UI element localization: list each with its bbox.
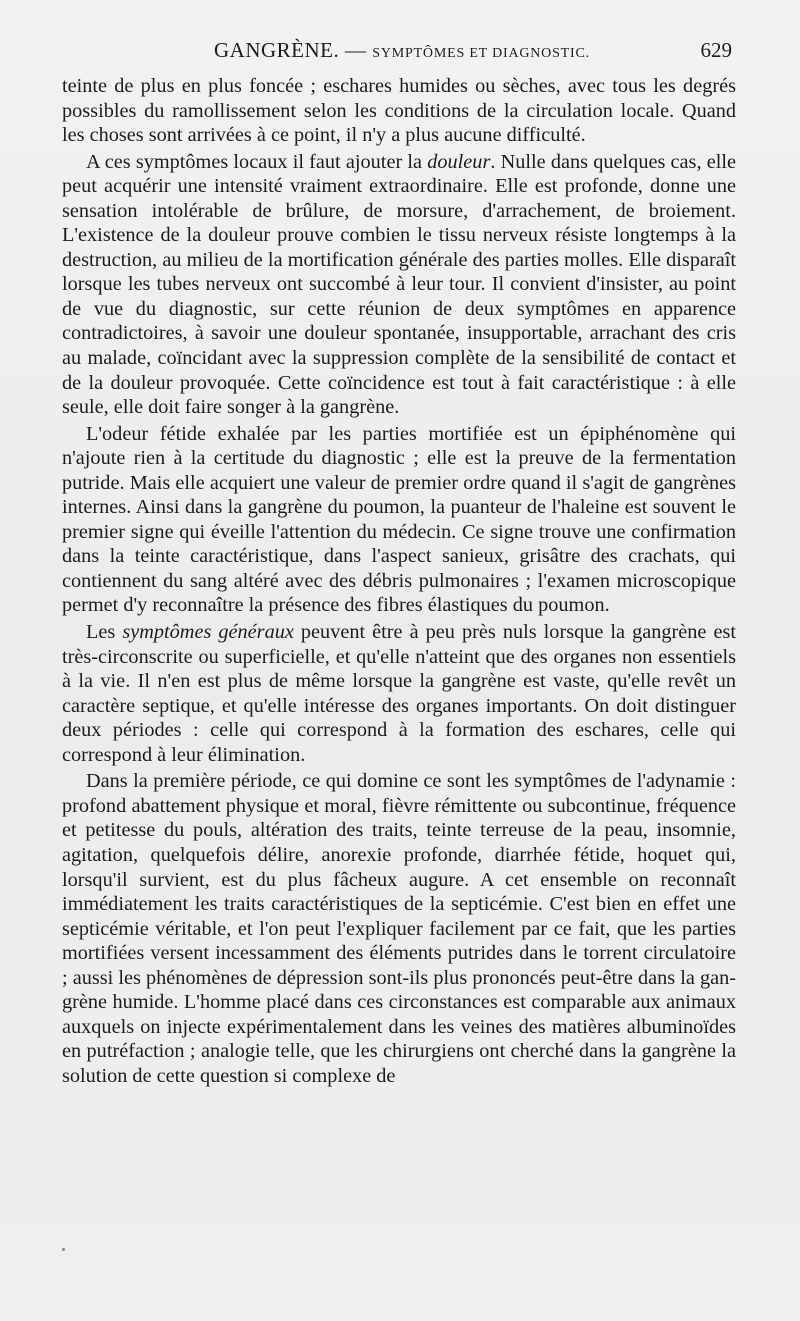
paragraph-3	[62, 422, 736, 618]
paragraph-1-text: teinte de plus en plus foncée ; eschares humides ou sèches, avec tous les degrés possibles du ramollissement selon les conditions de la circulation locale. Quand les choses sont arrivées à ce point, il n'y a plus aucune difficulté.	[62, 75, 736, 147]
paper-speck	[62, 1248, 65, 1251]
paragraph-4	[62, 620, 736, 767]
running-title-separator: —	[339, 38, 373, 62]
paragraph-4-text-a: Les	[86, 621, 123, 644]
body-text	[62, 74, 736, 1088]
paragraph-4-italic: symptômes généraux	[122, 621, 294, 644]
running-header	[62, 38, 738, 68]
running-title-main: GANGRÈNE.	[214, 38, 340, 62]
paragraph-4-text-b: peuvent être à peu près nuls lorsque la gangrène est très-circonscrite ou superficielle, et qu'elle n'atteint que des organes non essentiels à la vie. Il n'en est plus de même lorsque la gangrène est vaste, qu'elle revêt un caractère septique, et qu'elle intéresse des organes importants. On doit distinguer deux périodes : celle qui correspond à la formation des eschares, celle qui correspond à leur élimination.	[62, 621, 737, 766]
paragraph-2-italic: douleur	[427, 150, 491, 173]
paragraph-2-text-a: A ces symptômes locaux il faut ajouter la	[86, 150, 428, 173]
paragraph-3-text: L'odeur fétide exhalée par les parties mortifiée est un épiphénomène qui n'ajoute rien à la certitude du diagnostic ; elle est la preuve de la fermentation putride. Mais elle acquiert une valeur de premier ordre quand il s'agit de gangrènes internes. Ainsi dans la gangrène du poumon, la puanteur de l'haleine est souvent le premier signe qui éveille l'attention du médecin. Ce signe trouve une confirmation dans la teinte caractéristique, dans l'aspect sanieux, grisâtre des crachats, qui contiennent du sang altéré avec des débris pulmonaires ; l'examen microscopique permet d'y reconnaître la présence des fibres élastiques du poumon.	[62, 422, 736, 617]
paragraph-5-text: Dans la première période, ce qui domine ce sont les symptômes de l'adynamie : profond abattement physique et moral, fièvre rémittente ou subcontinue, fréquence et petitesse du pouls, altération des traits, teinte terreuse de la peau, insomnie, agitation, quelquefois délire, anorexie profonde, diarrhée fétide, hoquet qui, lorsqu'il survient, est du plus fâcheux augure. A cet ensemble on reconnaît immédiatement les traits caractéristiques de la septicémie. C'est bien en effet une septicémie véritable, et l'on peut l'expliquer facilement par ce fait, que les parties mortifiées versent incessamment des éléments putrides dans le torrent circulatoire ; aussi les phénomènes de dépression sont-ils plus prononcés peut-être dans la gangrène humide. L'homme placé dans ces circonstances est comparable aux animaux auxquels on injecte expérimentalement dans les veines des matières albuminoïdes en putréfaction ; analogie telle, que les chirurgiens ont cherché dans la gangrène la solution de cette question si complexe de	[62, 770, 736, 1087]
paragraph-2	[62, 150, 736, 420]
running-title	[214, 38, 590, 63]
paragraph-5	[62, 769, 736, 1088]
page-number: 629	[700, 38, 732, 62]
paragraph-1	[62, 74, 736, 148]
paragraph-2-text-b: . Nulle dans quelques cas, elle peut acquérir une intensité vraiment extraordinaire. Elle est profonde, donne une sensation intolérable de brûlure, de morsure, d'arrachement, de broiement. L'existence de la douleur prouve combien le tissu nerveux résiste longtemps à la destruction, au milieu de la mortification générale des parties molles. Elle disparaît lorsque les tubes nerveux ont succombé à leur tour. Il convient d'insister, au point de vue du diagnostic, sur cette réunion de deux symptômes en apparence contradictoires, à savoir une douleur spontanée, insupportable, arrachant des cris au malade, coïncidant avec la suppression complète de la sensibilité de contact et de la douleur provoquée. Cette coïncidence est tout à fait caractéristique : à elle seule, elle doit faire songer à la gangrène.	[62, 150, 736, 419]
running-title-subtitle: SYMPTÔMES ET DIAGNOSTIC.	[372, 46, 590, 61]
